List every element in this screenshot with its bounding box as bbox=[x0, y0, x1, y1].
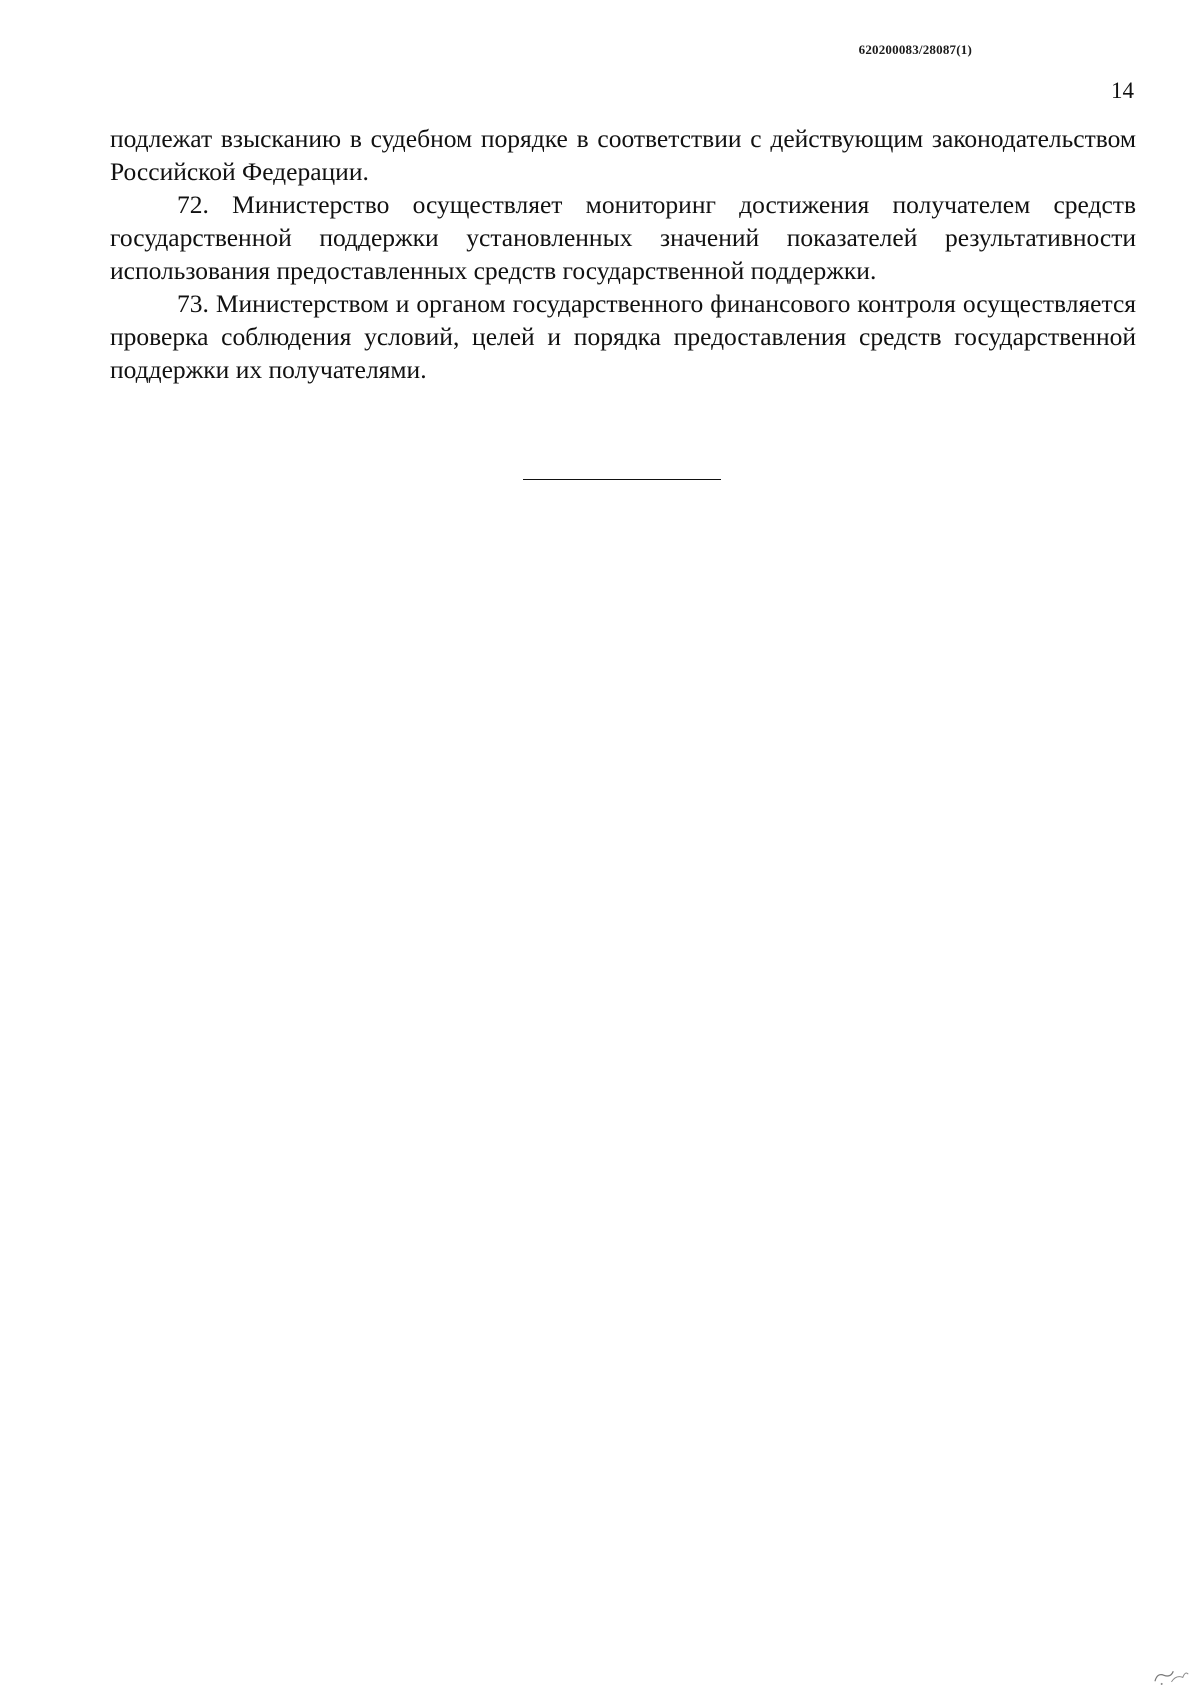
paragraph-continuation: подлежат взысканию в судебном порядке в соответствии с действующим законодательством Российской Федерации. bbox=[110, 124, 1136, 186]
closing-divider bbox=[523, 479, 721, 480]
scan-artifact-icon bbox=[1148, 1660, 1192, 1690]
paragraph-item-72: 72. Министерство осуществляет мониторинг достижения получателем средств государственной поддержки установленных значений показателей результативности использования предоставленных средств государственной поддержки. bbox=[110, 190, 1136, 285]
document-body bbox=[110, 122, 1136, 386]
paragraph-item-73: 73. Министерством и органом государственного финансового контроля осуществляется проверка соблюдения условий, целей и порядка предоставления средств государственной поддержки их получателями. bbox=[110, 289, 1136, 384]
document-registration-code: 620200083/28087(1) bbox=[858, 42, 972, 57]
page-number: 14 bbox=[1111, 78, 1134, 103]
